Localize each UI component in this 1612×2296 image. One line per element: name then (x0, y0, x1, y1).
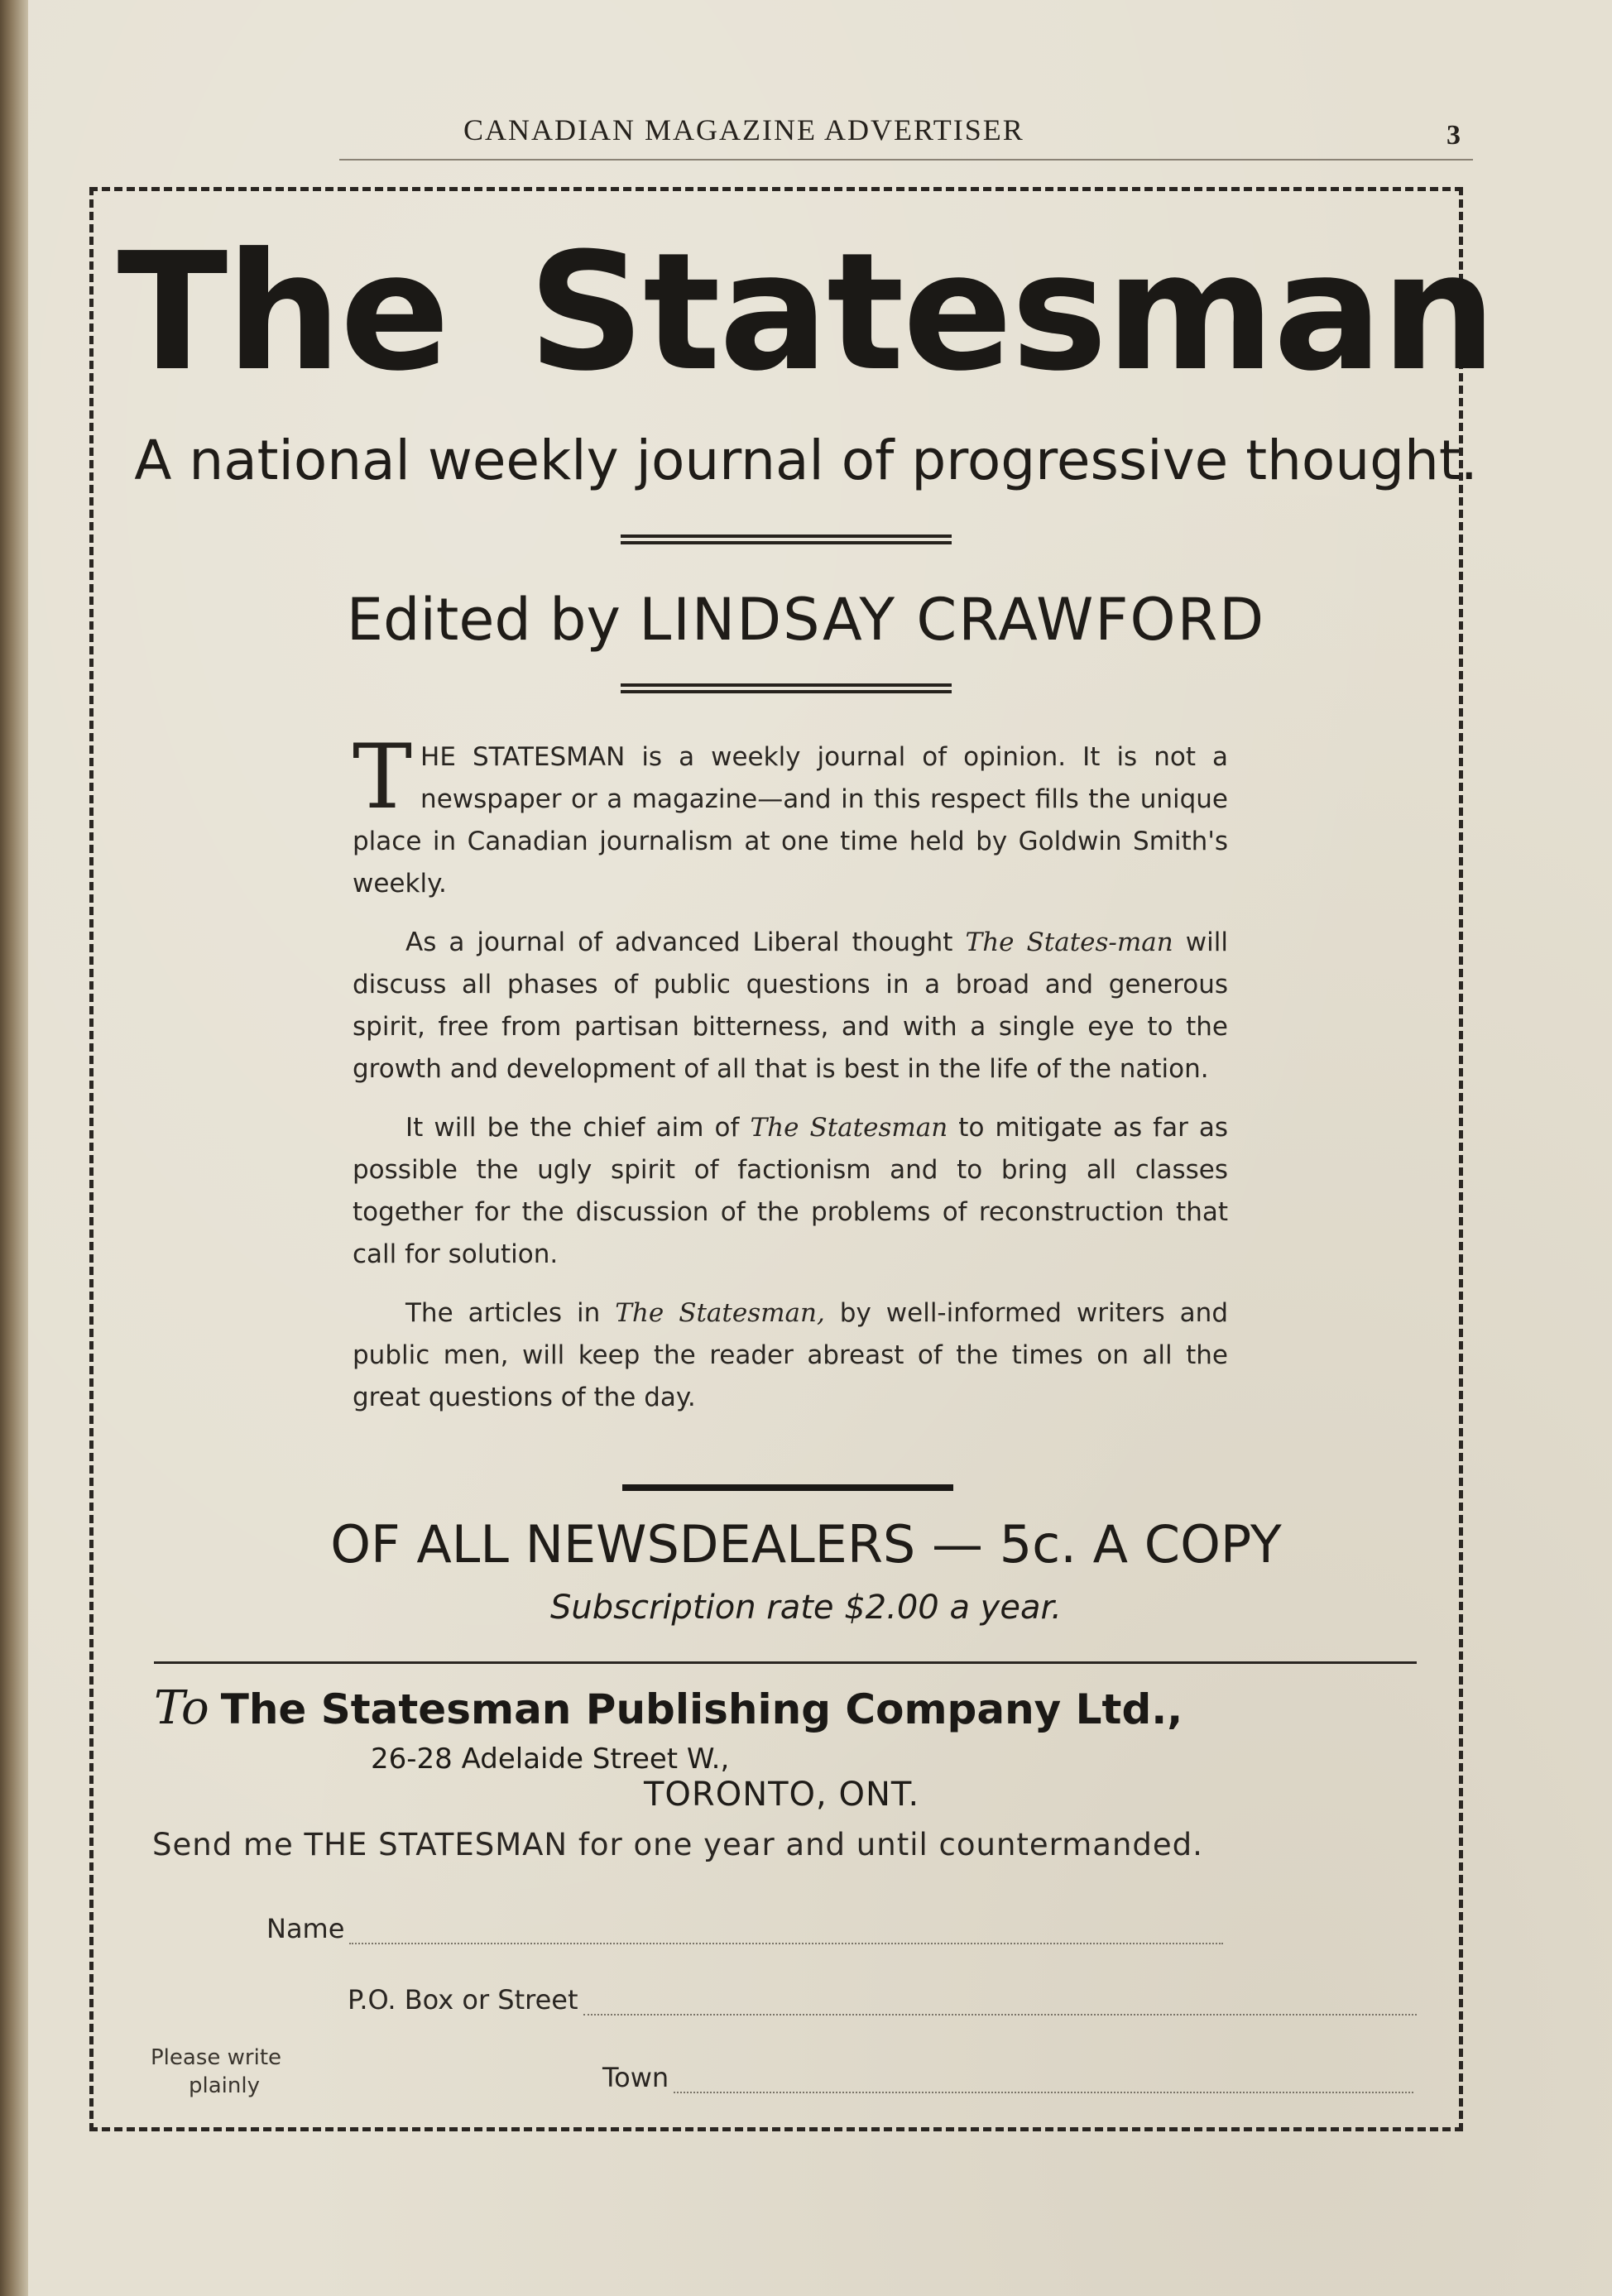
coupon-street-address: 26-28 Adelaide Street W., (371, 1742, 730, 1776)
paragraph-2 (353, 922, 1228, 1090)
double-rule-top (621, 534, 952, 544)
running-head-title: CANADIAN MAGAZINE ADVERTISER (463, 113, 1024, 146)
paragraph-4-title: The Statesman, (615, 1298, 825, 1328)
name-label: Name (266, 1913, 345, 1944)
paragraph-2-title: The States-man (965, 928, 1173, 957)
double-rule-bottom (621, 683, 952, 693)
paragraph-3 (353, 1107, 1228, 1276)
please-note-line-1: Please write (151, 2045, 282, 2070)
street-blank[interactable] (583, 1989, 1417, 2016)
name-field[interactable] (266, 1913, 1223, 1944)
ad-subtitle: A national weekly journal of progressive thought. (134, 429, 1478, 492)
paragraph-4-lead: The articles in (405, 1298, 601, 1328)
town-blank[interactable] (674, 2067, 1413, 2093)
ad-body (353, 726, 1229, 1436)
coupon-city: TORONTO, ONT. (644, 1776, 920, 1814)
town-label: Town (602, 2062, 669, 2093)
paragraph-1-text: HE STATESMAN is a weekly journal of opinion. It is not a newspaper or a magazine—and in this respect fills the unique place in Canadian journalism at one time held by Goldwin Smith's weekly. (353, 742, 1228, 899)
coupon-addressee (154, 1681, 1183, 1735)
coupon-rule (154, 1661, 1417, 1664)
paragraph-2-lead: As a journal of advanced Liberal thought (405, 928, 953, 957)
paragraph-3-title: The Statesman (750, 1113, 948, 1143)
editor-line (0, 586, 1612, 654)
town-field[interactable] (602, 2062, 1413, 2093)
coupon-send-line: Send me THE STATESMAN for one year and until countermanded. (152, 1827, 1203, 1862)
coupon-to: To (154, 1681, 209, 1735)
please-write-plainly-note (151, 2044, 281, 2100)
paragraph-4-text: by well-informed writers and public men, will keep the reader abreast of the times on all the great questions of the day. (353, 1298, 1229, 1412)
ad-title: The Statesman (117, 218, 1495, 407)
header-rule (339, 159, 1473, 161)
please-note-line-2: plainly (189, 2073, 260, 2098)
thick-rule (622, 1484, 953, 1491)
paragraph-3-lead: It will be the chief aim of (405, 1113, 740, 1143)
editor-name: LINDSAY CRAWFORD (639, 586, 1266, 654)
coupon-company: The Statesman Publishing Company Ltd., (220, 1685, 1183, 1733)
name-blank[interactable] (349, 1918, 1223, 1944)
paragraph-4 (353, 1292, 1228, 1419)
street-field[interactable] (348, 1984, 1417, 2016)
editor-prefix: Edited by (346, 586, 621, 654)
paragraph-3-text: to mitigate as far as possible the ugly spirit of factionism and to bring all classes together for the discussion of the problems of reconstruction that call for solution. (353, 1113, 1229, 1269)
price-line: OF ALL NEWSDEALERS — 5c. A COPY (330, 1514, 1282, 1575)
paragraph-1 (353, 726, 1228, 905)
street-label: P.O. Box or Street (348, 1984, 578, 2016)
page-number: 3 (1446, 120, 1461, 151)
drop-cap: T (353, 726, 413, 829)
paragraph-2-text: will discuss all phases of public questions in a broad and generous spirit, free from partisan bitterness, and with a single eye to the growth and development of all that is best in the life of the nation. (353, 928, 1228, 1084)
subscription-rate: Subscription rate $2.00 a year. (550, 1589, 1062, 1627)
